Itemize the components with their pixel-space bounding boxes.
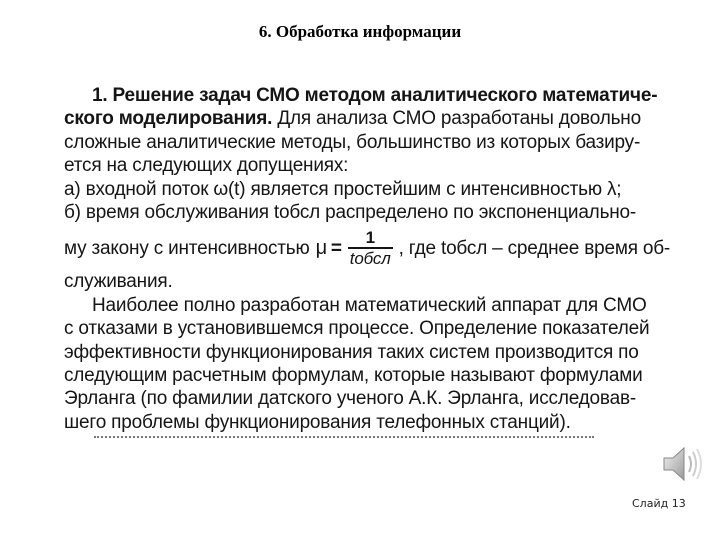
formula-lead-text: му закону с интенсивностью — [64, 237, 310, 259]
text-line-3: сложные аналитические методы, большинство из которых базиру- — [64, 131, 641, 153]
text-line-4: ется на следующих допущениях: — [64, 155, 349, 177]
text-line-10: с отказами в установившемся процессе. Определение показателей — [64, 318, 650, 340]
text-line-14: шего проблемы функционирования телефонных станций). — [64, 411, 571, 433]
formula-line — [64, 226, 674, 270]
text-line-8: служивания. — [64, 271, 173, 293]
mu-symbol: μ — [315, 236, 327, 259]
text-line-9: Наиболее полно разработан математический аппарат для СМО — [92, 294, 647, 316]
text-line-11: эффективности функционирования таких систем производится по — [64, 341, 639, 363]
text-line-2 — [64, 107, 674, 130]
fraction-numerator: 1 — [365, 228, 375, 248]
text-line-13: Эрланга (по фамилии датского ученого А.К. Эрланга, исследовав- — [64, 388, 636, 410]
text-line-1 — [64, 84, 674, 107]
text-line-6: б) время обслуживания tобсл распределено по экспоненциально- — [64, 201, 637, 223]
fraction-denominator: tобсл — [349, 249, 391, 269]
equals-sign: = — [330, 237, 342, 259]
formula-fraction — [348, 228, 393, 268]
speaker-icon-graphic — [660, 440, 708, 488]
text-line-12: следующим расчетным формулам, которые называют формулами — [64, 364, 643, 386]
section-heading: 1. Решение задач СМО методом аналитического математиче- — [92, 85, 658, 106]
text-line-2-rest: Для анализа СМО разработаны довольно — [272, 108, 641, 130]
formula-tail-text: , где tобсл – среднее время об- — [398, 237, 671, 259]
slide-number: Слайд 13 — [632, 497, 686, 510]
section-heading-cont: ского моделирования. — [64, 108, 273, 130]
speaker-icon[interactable] — [660, 440, 708, 488]
text-line-5: а) входной поток ω(t) является простейшим с интенсивностью λ; — [64, 178, 622, 200]
slide-title: 6. Обработка информации — [258, 22, 462, 41]
scanned-text-block — [64, 84, 674, 440]
cropped-text-edge — [94, 436, 594, 441]
